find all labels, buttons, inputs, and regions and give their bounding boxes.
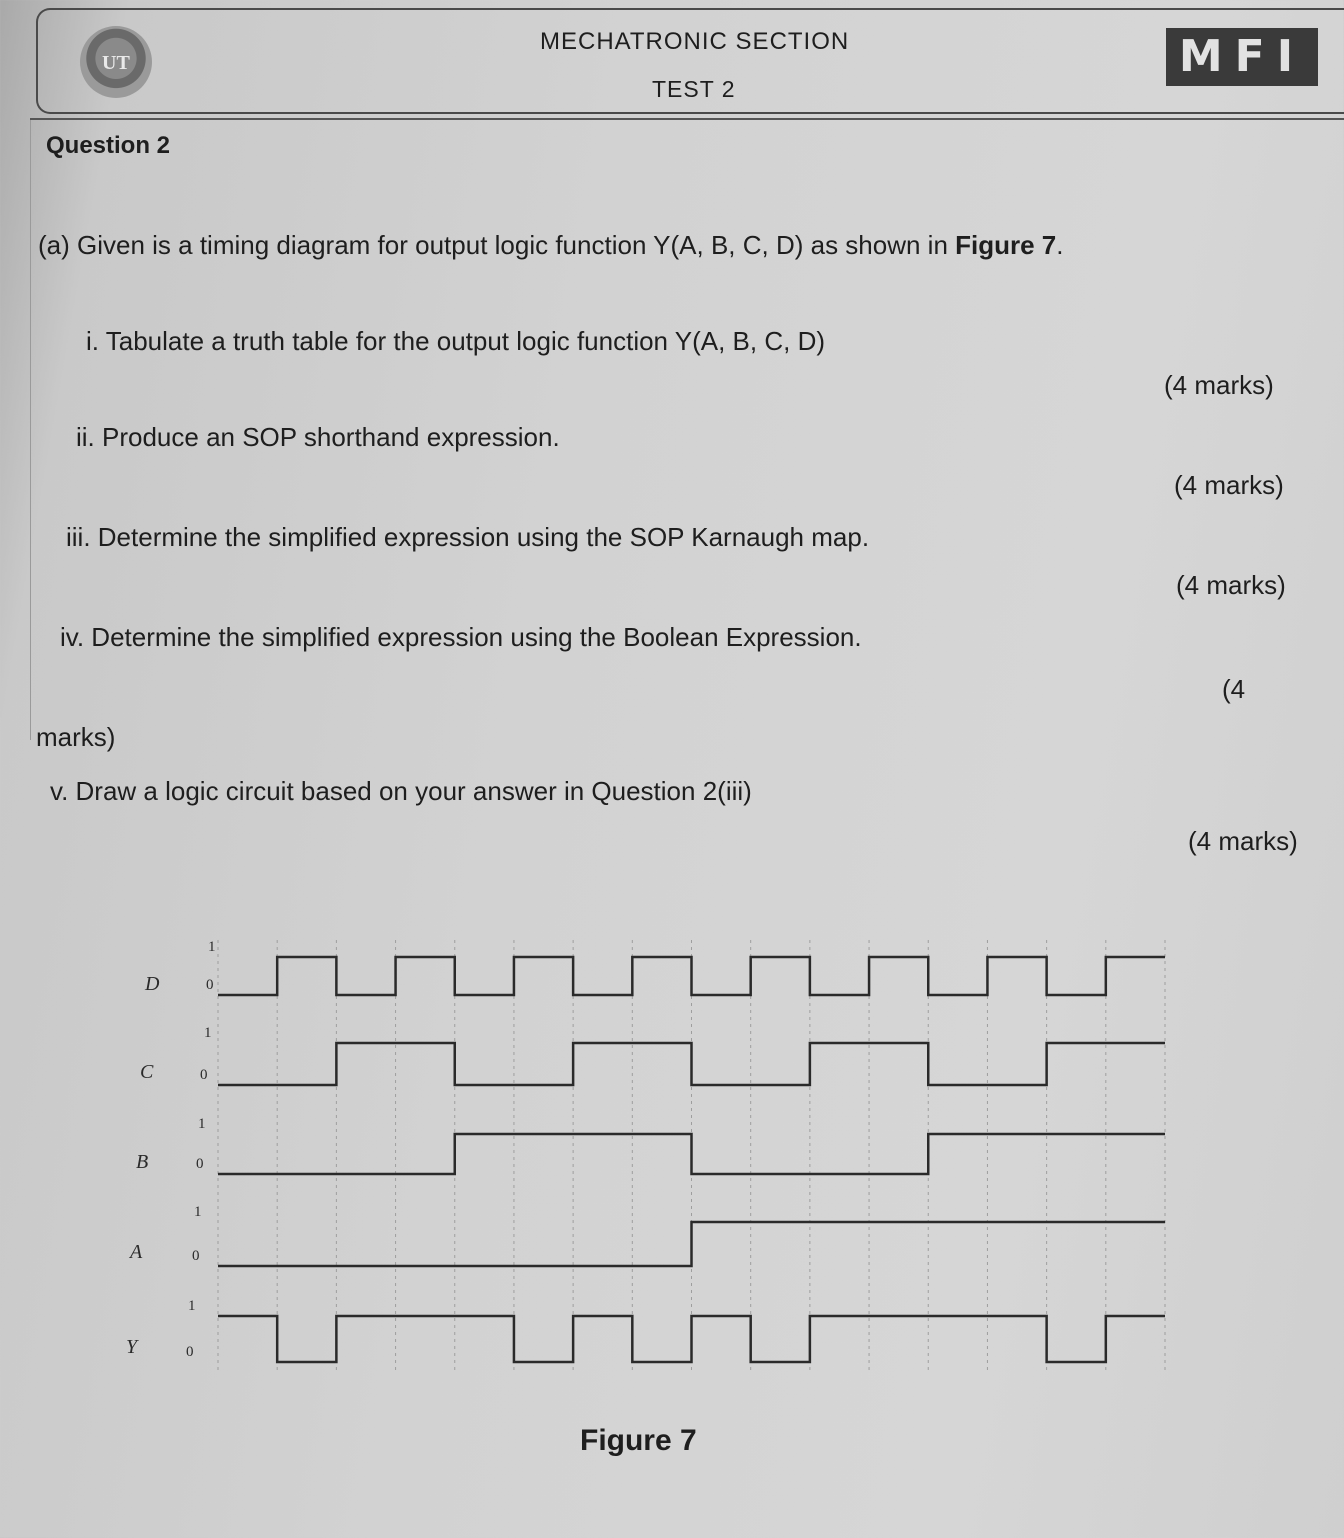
level-low-label: 0 (206, 977, 214, 993)
item-iv-text: iv. Determine the simplified expression using the Boolean Expression. (60, 622, 862, 652)
item-ii-text: ii. Produce an SOP shorthand expression. (76, 422, 560, 452)
level-high-label: 1 (198, 1116, 206, 1132)
mfi-badge: MFI (1166, 28, 1318, 86)
waveform-a (218, 1222, 1165, 1266)
waveform-b (218, 1134, 1165, 1174)
part-a-body: (a) Given is a timing diagram for output logic function Y(A, B, C, D) as shown in (38, 230, 956, 260)
level-low-label: 0 (200, 1067, 208, 1083)
item-iv-marks-close: marks) (36, 722, 116, 752)
item-i-text: i. Tabulate a truth table for the output logic function Y(A, B, C, D) (86, 326, 826, 356)
signal-label-c: C (140, 1061, 154, 1083)
item-iii-marks: (4 marks) (1176, 570, 1286, 600)
item-ii-marks: (4 marks) (1174, 470, 1284, 500)
university-logo: UT (80, 26, 152, 98)
signal-label-d: D (145, 973, 160, 995)
item-iv-marks-open: (4 (1222, 674, 1246, 704)
item-v-marks: (4 marks) (1188, 826, 1298, 856)
level-low-label: 0 (192, 1248, 200, 1264)
level-low-label: 0 (186, 1344, 194, 1360)
item-iii-text: iii. Determine the simplified expression using the SOP Karnaugh map. (66, 522, 870, 552)
item-i-marks: (4 marks) (1164, 370, 1274, 400)
level-high-label: 1 (188, 1298, 196, 1314)
level-high-label: 1 (194, 1204, 202, 1220)
level-high-label: 1 (204, 1025, 212, 1041)
waveform-d (218, 957, 1165, 995)
question-title: Question 2 (46, 132, 171, 159)
section-title: MECHATRONIC SECTION (540, 28, 850, 55)
signal-label-a: A (130, 1241, 143, 1263)
figure-caption: Figure 7 (580, 1424, 697, 1457)
part-a-period: . (1056, 230, 1064, 260)
waveform-y (218, 1316, 1165, 1362)
test-title: TEST 2 (652, 76, 736, 102)
level-high-label: 1 (208, 939, 216, 955)
signal-label-y: Y (126, 1336, 138, 1358)
figure-reference: Figure 7 (955, 230, 1057, 260)
waveform-c (218, 1043, 1165, 1085)
item-v-text: v. Draw a logic circuit based on your answer in Question 2(iii) (50, 776, 752, 806)
signal-label-b: B (136, 1151, 149, 1173)
level-low-label: 0 (196, 1156, 204, 1172)
